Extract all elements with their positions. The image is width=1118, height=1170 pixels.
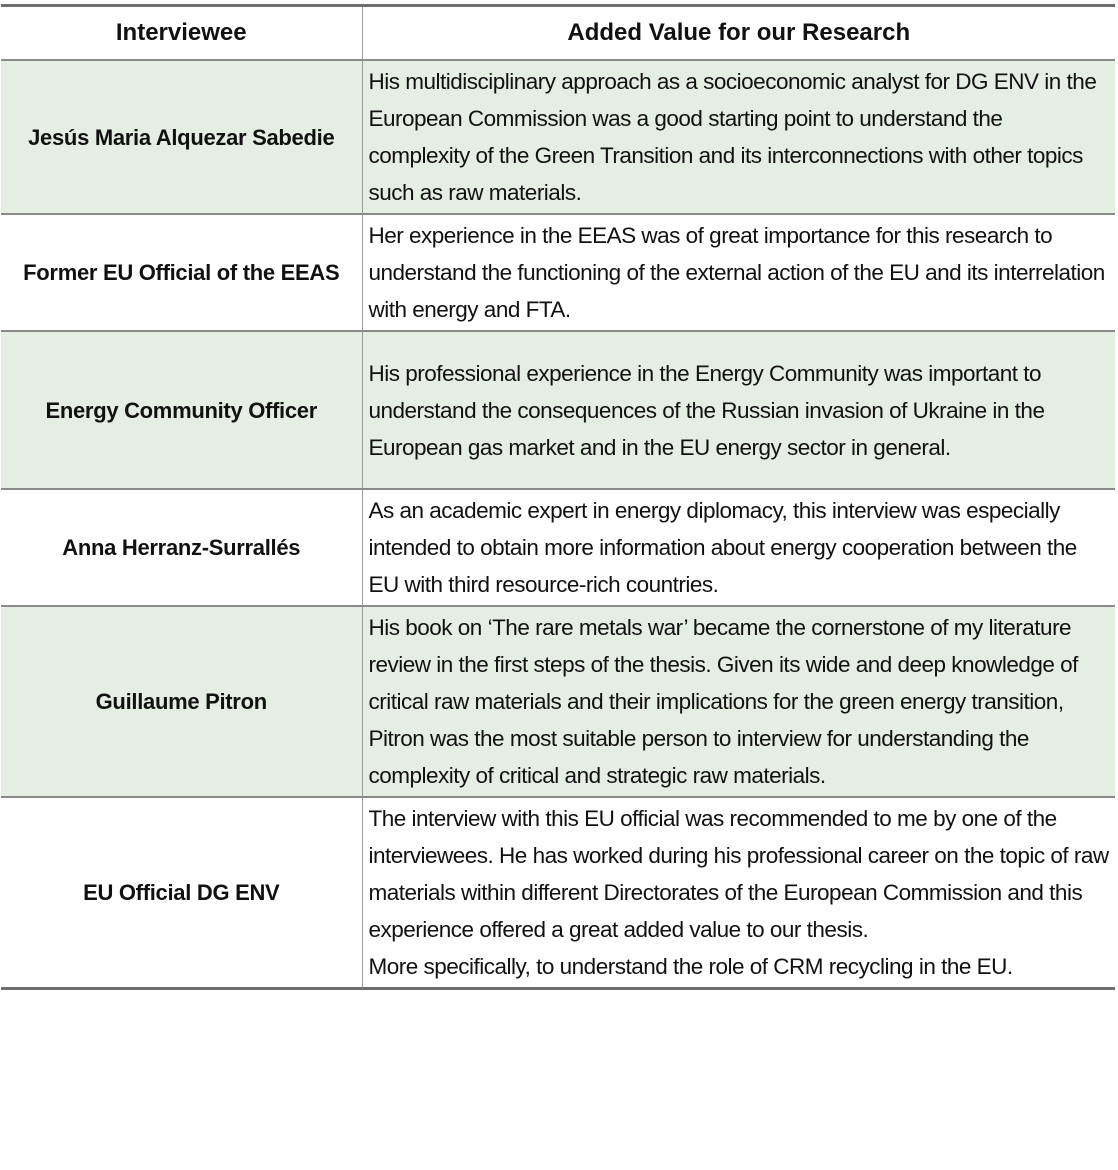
table-row [1, 797, 1115, 989]
table-row [1, 489, 1115, 606]
added-value-text: His book on ‘The rare metals war’ became the cornerstone of my literature review in the first steps of the thesis. Given its wide and deep knowledge of critical raw materials and their implications for the green energy transition, Pitron was the most suitable person to interview for understanding the complexity of critical and strategic raw materials. [368, 615, 1078, 788]
added-value-cell [362, 797, 1115, 989]
interviewee-name: EU Official DG ENV [1, 797, 362, 989]
added-value-cell [362, 331, 1115, 489]
interviewee-name: Former EU Official of the EEAS [1, 214, 362, 331]
table-header-row [1, 6, 1115, 61]
added-value-text: His professional experience in the Energy Community was important to understand the consequences of the Russian invasion of Ukraine in the European gas market and in the EU energy sector in general. [368, 360, 1045, 460]
header-interviewee: Interviewee [1, 6, 362, 61]
interviewee-name: Guillaume Pitron [1, 606, 362, 797]
table-row [1, 606, 1115, 797]
interviewee-name: Anna Herranz-Surrallés [1, 489, 362, 606]
table-row [1, 214, 1115, 331]
added-value-text: As an academic expert in energy diplomacy, this interview was especially intended to obtain more information about energy cooperation between the EU with third resource-rich countries. [368, 498, 1077, 597]
interviewees-table [1, 4, 1115, 990]
table-row [1, 60, 1115, 214]
interviewee-name: Jesús Maria Alquezar Sabedie [1, 60, 362, 214]
interviewee-name: Energy Community Officer [1, 331, 362, 489]
header-added-value: Added Value for our Research [362, 6, 1115, 61]
added-value-cell [362, 606, 1115, 797]
added-value-cell [362, 489, 1115, 606]
added-value-cell [362, 60, 1115, 214]
table-row [1, 331, 1115, 489]
added-value-text: More specifically, to understand the role of CRM recycling in the EU. [368, 954, 1013, 979]
added-value-cell [362, 214, 1115, 331]
added-value-text: His multidisciplinary approach as a socioeconomic analyst for DG ENV in the European Commission was a good starting point to understand the complexity of the Green Transition and its interconnections with other topics such as raw materials. [368, 69, 1097, 205]
added-value-text: Her experience in the EEAS was of great importance for this research to understand the functioning of the external action of the EU and its interrelation with energy and FTA. [368, 223, 1105, 322]
added-value-text: The interview with this EU official was recommended to me by one of the interviewees. He has worked during his professional career on the topic of raw materials within different Directorates of the European Commission and this experience offered a great added value to our thesis. [368, 806, 1109, 942]
